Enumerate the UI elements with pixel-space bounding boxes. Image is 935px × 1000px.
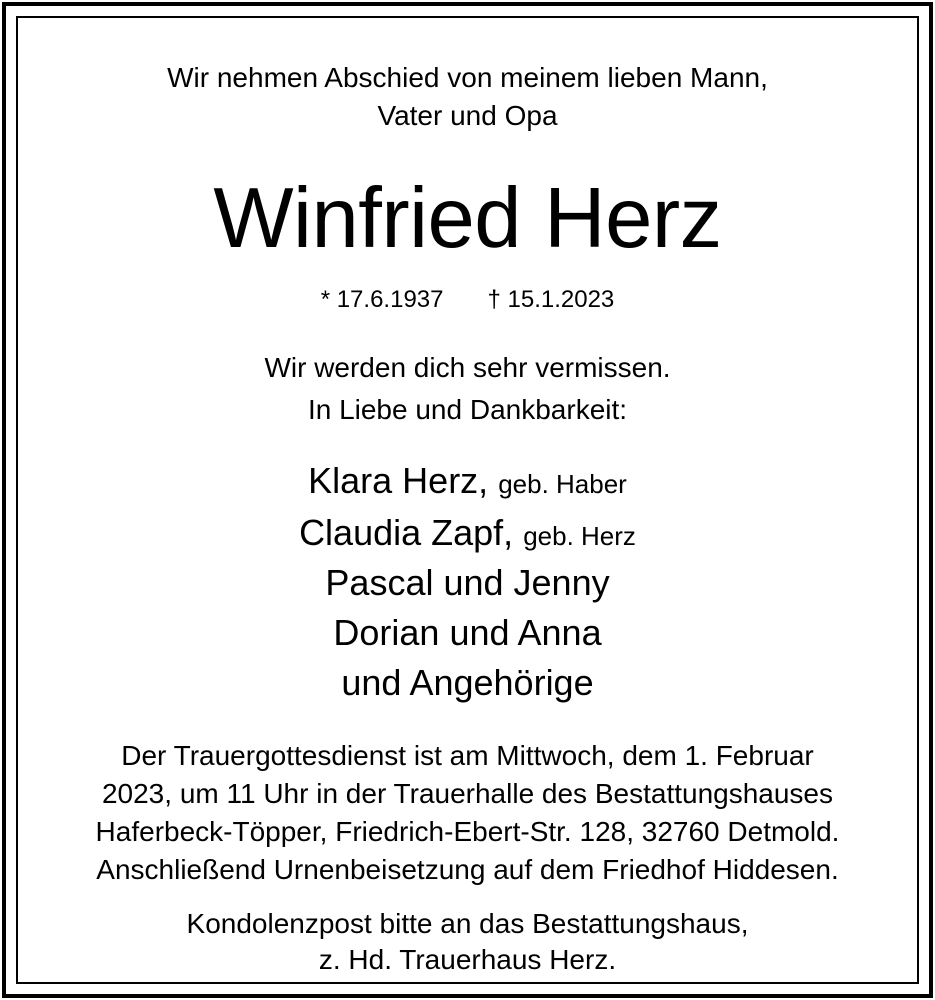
deceased-name: Winfried Herz (213, 171, 722, 266)
life-dates (18, 286, 917, 314)
mourner-2 (18, 512, 917, 554)
service-line-4: Anschließend Urnenbeisetzung auf dem Friedhof Hiddesen. (96, 854, 839, 885)
death-date: † 15.1.2023 (487, 286, 615, 313)
farewell-line-2: In Liebe und Dankbarkeit: (307, 394, 628, 425)
mourner-4: Dorian und Anna (333, 612, 602, 653)
mourner-3: Pascal und Jenny (325, 562, 610, 603)
service-line-2: 2023, um 11 Uhr in der Trauerhalle des Bestattungshauses (101, 778, 834, 809)
service-line-1: Der Trauergottesdienst ist am Mittwoch, dem 1. Februar (121, 740, 814, 771)
mourner-name: Claudia Zapf, (299, 512, 514, 553)
birth-date: * 17.6.1937 (320, 286, 444, 313)
farewell-line-1: Wir werden dich sehr vermissen. (264, 352, 671, 383)
mourner-5: und Angehörige (341, 662, 594, 703)
mourner-maiden-name: geb. Haber (498, 469, 627, 499)
condolence-line-1: Kondolenzpost bitte an das Bestattungshaus, (186, 908, 749, 939)
intro-line-2: Vater und Opa (377, 100, 558, 131)
intro-line-1: Wir nehmen Abschied von meinem lieben Mann, (167, 62, 768, 93)
condolence-line-2: z. Hd. Trauerhaus Herz. (318, 944, 617, 975)
service-line-3: Haferbeck-Töpper, Friedrich-Ebert-Str. 128, 32760 Detmold. (95, 816, 840, 847)
mourner-name: Klara Herz, (308, 460, 489, 501)
mourner-1 (18, 460, 917, 502)
mourner-maiden-name: geb. Herz (523, 521, 636, 551)
